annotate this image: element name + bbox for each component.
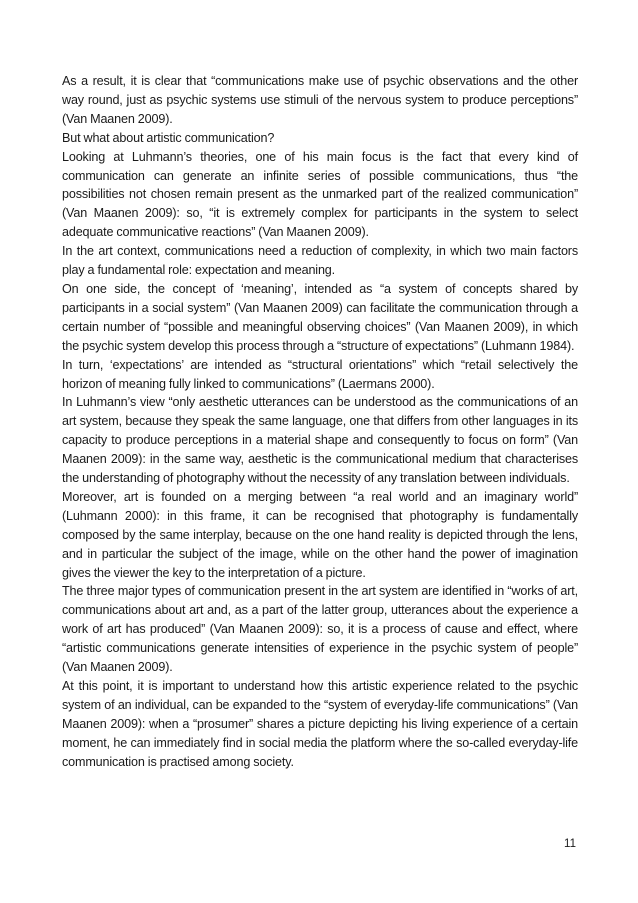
paragraph: Moreover, art is founded on a merging between “a real world and an imaginary world” (Luhmann 2000): in this frame, it can be recognised that photography is fundamentally composed by the same interplay, because on the one hand reality is depicted through the lens, and in particular the subject of the image, while on the other hand the power of imagination gives the viewer the key to the interpretation of a picture.	[62, 489, 578, 580]
paragraph: Looking at Luhmann’s theories, one of his main focus is the fact that every kind of communication can generate an infinite series of possible communications, thus “the possibilities not chosen remain present as the unmarked part of the realized communication” (Van Maanen 2009): so, “it is extremely complex for participants in the system to select adequate communicative reactions” (Van Maanen 2009).	[62, 149, 578, 240]
body-text	[62, 72, 578, 772]
paragraph: The three major types of communication present in the art system are identified in “works of art, communications about art and, as a part of the latter group, utterances about the experience a work of art has produced” (Van Maanen 2009): so, it is a process of cause and effect, where “artistic communications generate intensities of experience in the psychic system of people” (Van Maanen 2009).	[62, 584, 578, 675]
page-number: 11	[564, 838, 576, 850]
paragraph: On one side, the concept of ‘meaning’, intended as “a system of concepts shared by participants in a social system” (Van Maanen 2009) can facilitate the communication through a certain number of “possible and meaningful observing choices” (Van Maanen 2009), in which the psychic system develop this process through a “structure of expectations” (Luhmann 1984).	[62, 281, 578, 353]
paragraph: In turn, ‘expectations’ are intended as “structural orientations” which “retail selectively the horizon of meaning fully linked to communications” (Laermans 2000).	[62, 357, 578, 391]
paragraph: In the art context, communications need a reduction of complexity, in which two main factors play a fundamental role: expectation and meaning.	[62, 244, 578, 278]
paragraph: As a result, it is clear that “communications make use of psychic observations and the other way round, just as psychic systems use stimuli of the nervous system to produce perceptions” (Van Maanen 2009).	[62, 74, 578, 126]
paragraph: At this point, it is important to understand how this artistic experience related to the psychic system of an individual, can be expanded to the “system of everyday-life communications” (Van Maanen 2009): when a “prosumer” shares a picture depicting his living experience of a certain moment, he can immediately find in social media the platform where the so-called everyday-life communication is practised among society.	[62, 679, 578, 769]
paragraph: In Luhmann’s view “only aesthetic utterances can be understood as the communications of an art system, because they speak the same language, one that differs from other languages in its capacity to produce perceptions in a material shape and consequently to focus on form” (Van Maanen 2009): in the same way, aesthetic is the communicational medium that characterises the understanding of photography without the necessity of any translation between individuals.	[62, 395, 578, 486]
paragraph: But what about artistic communication?	[62, 130, 275, 145]
